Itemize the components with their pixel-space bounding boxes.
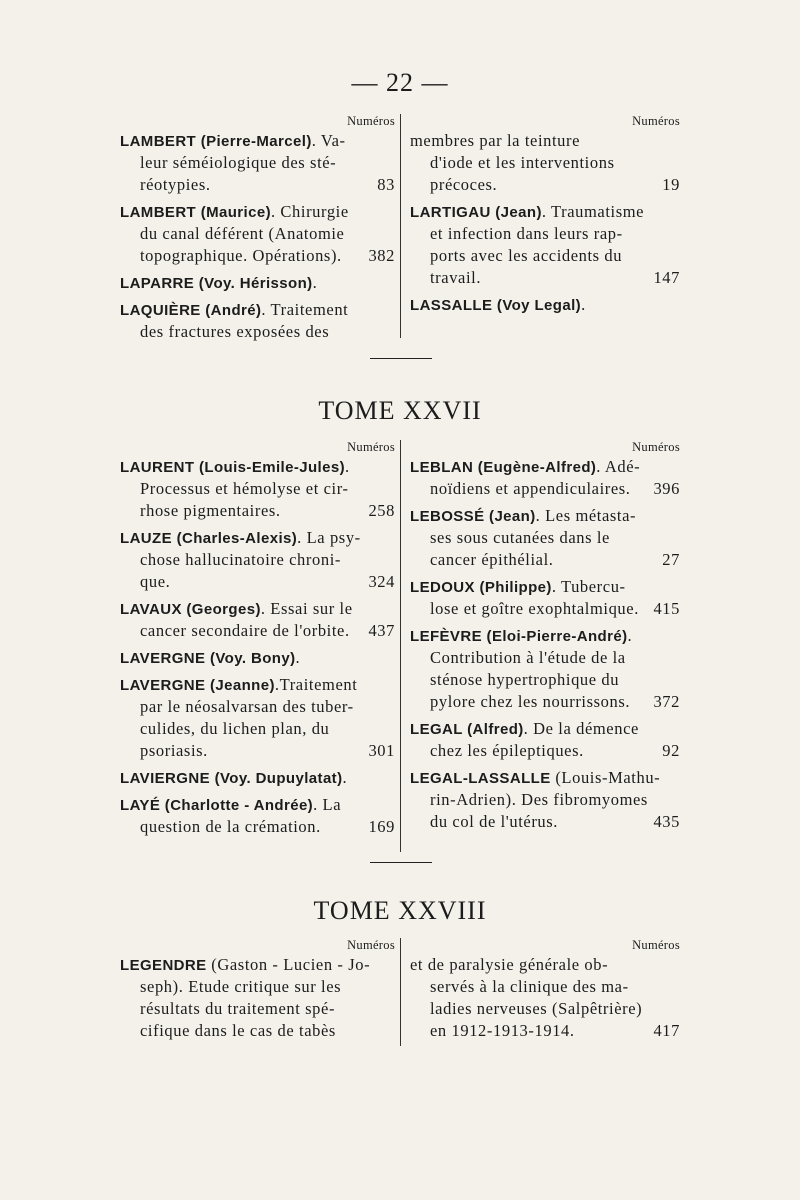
column-divider — [400, 114, 401, 338]
entry-number — [674, 527, 680, 549]
index-entry — [410, 625, 680, 713]
index-entry — [410, 456, 680, 500]
entry-number — [389, 998, 395, 1020]
entry-text: LAUZE (Charles-Alexis). La psy- — [120, 528, 361, 547]
entry-text: des fractures exposées des — [140, 322, 330, 341]
entry-text: sténose hypertrophique du — [430, 670, 620, 689]
entry-line — [120, 299, 395, 321]
entry-name: LAVAUX (Georges) — [120, 601, 261, 618]
index-entry — [120, 299, 395, 343]
entry-number — [674, 130, 680, 152]
entry-line — [120, 321, 395, 343]
entry-number — [389, 696, 395, 718]
index-entry — [410, 767, 680, 833]
entry-line — [120, 954, 395, 976]
entry-text: LAMBERT (Pierre-Marcel). Va- — [120, 131, 346, 150]
entry-name: LAURENT (Louis-Emile-Jules) — [120, 459, 345, 476]
entry-text: LAQUIÈRE (André). Traitement — [120, 300, 349, 319]
entry-line — [410, 576, 680, 598]
entry-text: LEGENDRE (Gaston - Lucien - Jo- — [120, 955, 371, 974]
column-divider — [400, 938, 401, 1046]
entry-name: LAMBERT (Pierre-Marcel) — [120, 133, 312, 150]
entry-number: 382 — [368, 246, 395, 265]
entry-number — [389, 152, 395, 174]
index-entry — [120, 130, 395, 196]
index-entry — [120, 201, 395, 267]
index-entry — [120, 272, 395, 294]
entry-number — [389, 272, 395, 294]
entry-text: réotypies. — [140, 175, 211, 194]
entry-number — [389, 794, 395, 816]
entry-text: chose hallucinatoire chroni- — [140, 550, 341, 569]
entry-number — [389, 718, 395, 740]
entry-name: LAMBERT (Maurice) — [120, 204, 271, 221]
entry-line — [410, 767, 680, 789]
entry-text: LAURENT (Louis-Emile-Jules). — [120, 457, 350, 476]
entry-text: LEGAL (Alfred). De la démence — [410, 719, 639, 738]
index-entry — [410, 505, 680, 571]
entry-number — [389, 478, 395, 500]
entry-number: 324 — [368, 572, 395, 591]
entry-number — [389, 954, 395, 976]
entry-line — [410, 691, 680, 713]
entry-number: 437 — [368, 621, 395, 640]
entry-number — [389, 647, 395, 669]
entry-line — [120, 816, 395, 838]
left-column — [120, 936, 395, 1047]
entry-line — [410, 130, 680, 152]
index-entry — [120, 527, 395, 593]
entry-text: Contribution à l'étude de la — [430, 648, 626, 667]
entry-line — [120, 272, 395, 294]
entry-line — [410, 598, 680, 620]
entry-line — [120, 478, 395, 500]
entry-name: LAPARRE (Voy. Hérisson) — [120, 275, 313, 292]
entry-line — [410, 294, 680, 316]
entry-number — [674, 625, 680, 647]
entry-number — [389, 130, 395, 152]
entry-number — [389, 976, 395, 998]
entry-number — [674, 976, 680, 998]
entry-line — [120, 794, 395, 816]
section-rule — [370, 358, 432, 359]
entry-text: LAVAUX (Georges). Essai sur le — [120, 599, 353, 618]
entry-line — [120, 201, 395, 223]
entry-name: LASSALLE (Voy Legal) — [410, 297, 582, 314]
entry-line — [410, 201, 680, 223]
numeros-header: Numéros — [347, 114, 395, 128]
entry-text: par le néosalvarsan des tuber- — [140, 697, 354, 716]
entry-line — [120, 740, 395, 762]
entry-number: 417 — [653, 1021, 680, 1040]
index-entry — [120, 767, 395, 789]
entry-line — [120, 223, 395, 245]
entry-number — [389, 1020, 395, 1042]
entry-text: cancer épithélial. — [430, 550, 554, 569]
entry-line — [120, 767, 395, 789]
entry-line — [120, 718, 395, 740]
entry-number: 258 — [368, 501, 395, 520]
entry-text: seph). Etude critique sur les — [140, 977, 342, 996]
entry-text: chez les épileptiques. — [430, 741, 584, 760]
entry-line — [410, 976, 680, 998]
entry-name: LAVERGNE (Jeanne) — [120, 677, 275, 694]
numeros-header: Numéros — [347, 938, 395, 952]
entry-number — [389, 299, 395, 321]
entry-text: et de paralysie générale ob- — [410, 955, 609, 974]
index-entry — [120, 674, 395, 762]
entry-line — [120, 527, 395, 549]
entry-number — [674, 576, 680, 598]
entry-text: ports avec les accidents du — [430, 246, 623, 265]
entry-name: LAQUIÈRE (André) — [120, 302, 262, 319]
entry-text: du canal déférent (Anatomie — [140, 224, 345, 243]
entry-line — [410, 527, 680, 549]
entry-line — [120, 696, 395, 718]
entry-text: LAYÉ (Charlotte - Andrée). La — [120, 795, 342, 814]
entry-text: LEDOUX (Philippe). Tubercu- — [410, 577, 626, 596]
entry-text: rhose pigmentaires. — [140, 501, 281, 520]
entry-number — [674, 456, 680, 478]
entry-line — [410, 478, 680, 500]
entry-name: LEGENDRE — [120, 957, 207, 974]
entry-line — [120, 456, 395, 478]
entry-line — [120, 549, 395, 571]
entry-number — [674, 669, 680, 691]
index-entry — [120, 647, 395, 669]
entry-text: LAVERGNE (Jeanne).Traitement — [120, 675, 358, 694]
entry-text: topographique. Opérations). — [140, 246, 342, 265]
entry-number — [674, 294, 680, 316]
entry-line — [410, 718, 680, 740]
right-column — [410, 936, 680, 1047]
entry-text: résultats du traitement spé- — [140, 999, 336, 1018]
index-entry — [120, 794, 395, 838]
entry-text: servés à la clinique des ma- — [430, 977, 629, 996]
entry-number — [674, 767, 680, 789]
index-entry — [410, 718, 680, 762]
entry-text: rin-Adrien). Des fibromyomes — [430, 790, 648, 809]
entry-text: culides, du lichen plan, du — [140, 719, 330, 738]
entry-number — [674, 954, 680, 976]
entry-number: 19 — [662, 175, 680, 194]
entry-text: ses sous cutanées dans le — [430, 528, 610, 547]
numeros-header: Numéros — [347, 440, 395, 454]
entry-name: LEGAL (Alfred) — [410, 721, 524, 738]
entry-text: psoriasis. — [140, 741, 208, 760]
entry-text: LAVIERGNE (Voy. Dupuylatat). — [120, 768, 348, 787]
entry-line — [410, 998, 680, 1020]
entry-line — [120, 598, 395, 620]
entry-text: en 1912-1913-1914. — [430, 1021, 575, 1040]
index-entry — [120, 598, 395, 642]
entry-line — [410, 740, 680, 762]
entry-number — [674, 789, 680, 811]
entry-line — [410, 954, 680, 976]
entry-number: 435 — [653, 812, 680, 831]
entry-text: LAVERGNE (Voy. Bony). — [120, 648, 301, 667]
entry-line — [120, 976, 395, 998]
entry-line — [410, 223, 680, 245]
left-column — [120, 112, 395, 348]
entry-name: LAVERGNE (Voy. Bony) — [120, 650, 296, 667]
entry-number — [389, 321, 395, 343]
entry-number — [389, 456, 395, 478]
right-column — [410, 112, 680, 321]
entry-text: Processus et hémolyse et cir- — [140, 479, 349, 498]
entry-line — [410, 789, 680, 811]
entry-number: 169 — [368, 817, 395, 836]
entry-line — [410, 505, 680, 527]
entry-number: 92 — [662, 741, 680, 760]
entry-text: question de la crémation. — [140, 817, 321, 836]
entry-text: leur séméiologique des sté- — [140, 153, 337, 172]
entry-number — [389, 527, 395, 549]
entry-name: LAVIERGNE (Voy. Dupuylatat) — [120, 770, 343, 787]
entry-line — [410, 1020, 680, 1042]
entry-line — [120, 620, 395, 642]
entry-name: LEBLAN (Eugène-Alfred) — [410, 459, 597, 476]
entry-text: LEBLAN (Eugène-Alfred). Adé- — [410, 457, 641, 476]
left-column — [120, 438, 395, 843]
numeros-header: Numéros — [632, 114, 680, 128]
entry-text: LARTIGAU (Jean). Traumatisme — [410, 202, 645, 221]
entry-line — [410, 811, 680, 833]
entry-text: d'iode et les interventions — [430, 153, 615, 172]
entry-line — [120, 500, 395, 522]
entry-text: LAPARRE (Voy. Hérisson). — [120, 273, 318, 292]
entry-number: 147 — [653, 268, 680, 287]
entry-line — [410, 174, 680, 196]
entry-text: lose et goître exophtalmique. — [430, 599, 639, 618]
index-entry — [120, 954, 395, 1042]
numeros-header: Numéros — [632, 938, 680, 952]
entry-number — [674, 647, 680, 669]
entry-text: que. — [140, 572, 171, 591]
entry-line — [410, 625, 680, 647]
index-entry — [120, 456, 395, 522]
entry-line — [120, 647, 395, 669]
entry-line — [120, 152, 395, 174]
entry-line — [120, 245, 395, 267]
entry-number: 27 — [662, 550, 680, 569]
entry-name: LAUZE (Charles-Alexis) — [120, 530, 298, 547]
entry-text: LEBOSSÉ (Jean). Les métasta- — [410, 506, 637, 525]
index-entry — [410, 576, 680, 620]
entry-number — [389, 549, 395, 571]
entry-name: LEDOUX (Philippe) — [410, 579, 552, 596]
entry-text: LEFÈVRE (Eloi-Pierre-André). — [410, 626, 633, 645]
entry-number: 83 — [377, 175, 395, 194]
entry-line — [120, 174, 395, 196]
entry-name: LARTIGAU (Jean) — [410, 204, 542, 221]
entry-text: du col de l'utérus. — [430, 812, 559, 831]
entry-number — [389, 598, 395, 620]
entry-line — [410, 647, 680, 669]
entry-number: 301 — [368, 741, 395, 760]
tome-xxvii-title: TOME XXVII — [318, 396, 482, 425]
entry-text: travail. — [430, 268, 482, 287]
page-number: — 22 — — [351, 68, 449, 97]
entry-number — [674, 152, 680, 174]
entry-text: cancer secondaire de l'orbite. — [140, 621, 350, 640]
entry-text: noïdiens et appendiculaires. — [430, 479, 631, 498]
entry-text: ladies nerveuses (Salpêtrière) — [430, 999, 643, 1018]
entry-line — [120, 674, 395, 696]
entry-name: LEGAL-LASSALLE — [410, 770, 551, 787]
entry-number — [389, 674, 395, 696]
entry-number — [674, 223, 680, 245]
numeros-header: Numéros — [632, 440, 680, 454]
index-entry — [410, 294, 680, 316]
right-column — [410, 438, 680, 838]
entry-number: 396 — [653, 479, 680, 498]
entry-number — [389, 223, 395, 245]
entry-name: LAYÉ (Charlotte - Andrée) — [120, 797, 314, 814]
entry-number — [674, 718, 680, 740]
entry-line — [410, 456, 680, 478]
entry-line — [410, 152, 680, 174]
entry-text: LASSALLE (Voy Legal). — [410, 295, 586, 314]
entry-name: LEBOSSÉ (Jean) — [410, 508, 536, 525]
entry-number — [389, 767, 395, 789]
entry-text: et infection dans leurs rap- — [430, 224, 623, 243]
entry-name: LEFÈVRE (Eloi-Pierre-André) — [410, 628, 628, 645]
entry-number: 415 — [653, 599, 680, 618]
tome-xxviii-title: TOME XXVIII — [313, 896, 487, 925]
entry-number — [674, 201, 680, 223]
index-entry — [410, 130, 680, 196]
entry-text: précoces. — [430, 175, 498, 194]
entry-number — [674, 505, 680, 527]
entry-line — [120, 571, 395, 593]
index-entry — [410, 201, 680, 289]
entry-line — [410, 245, 680, 267]
entry-number — [674, 998, 680, 1020]
entry-text: LAMBERT (Maurice). Chirurgie — [120, 202, 349, 221]
entry-line — [120, 130, 395, 152]
entry-text: pylore chez les nourrissons. — [430, 692, 631, 711]
section-rule — [370, 862, 432, 863]
entry-number — [674, 245, 680, 267]
entry-text: membres par la teinture — [410, 131, 581, 150]
entry-text: cifique dans le cas de tabès — [140, 1021, 336, 1040]
entry-line — [120, 998, 395, 1020]
index-entry — [410, 954, 680, 1042]
entry-number: 372 — [653, 692, 680, 711]
entry-line — [410, 669, 680, 691]
column-divider — [400, 440, 401, 852]
entry-line — [120, 1020, 395, 1042]
entry-line — [410, 267, 680, 289]
entry-number — [389, 201, 395, 223]
entry-line — [410, 549, 680, 571]
entry-text: LEGAL-LASSALLE (Louis-Mathu- — [410, 768, 661, 787]
